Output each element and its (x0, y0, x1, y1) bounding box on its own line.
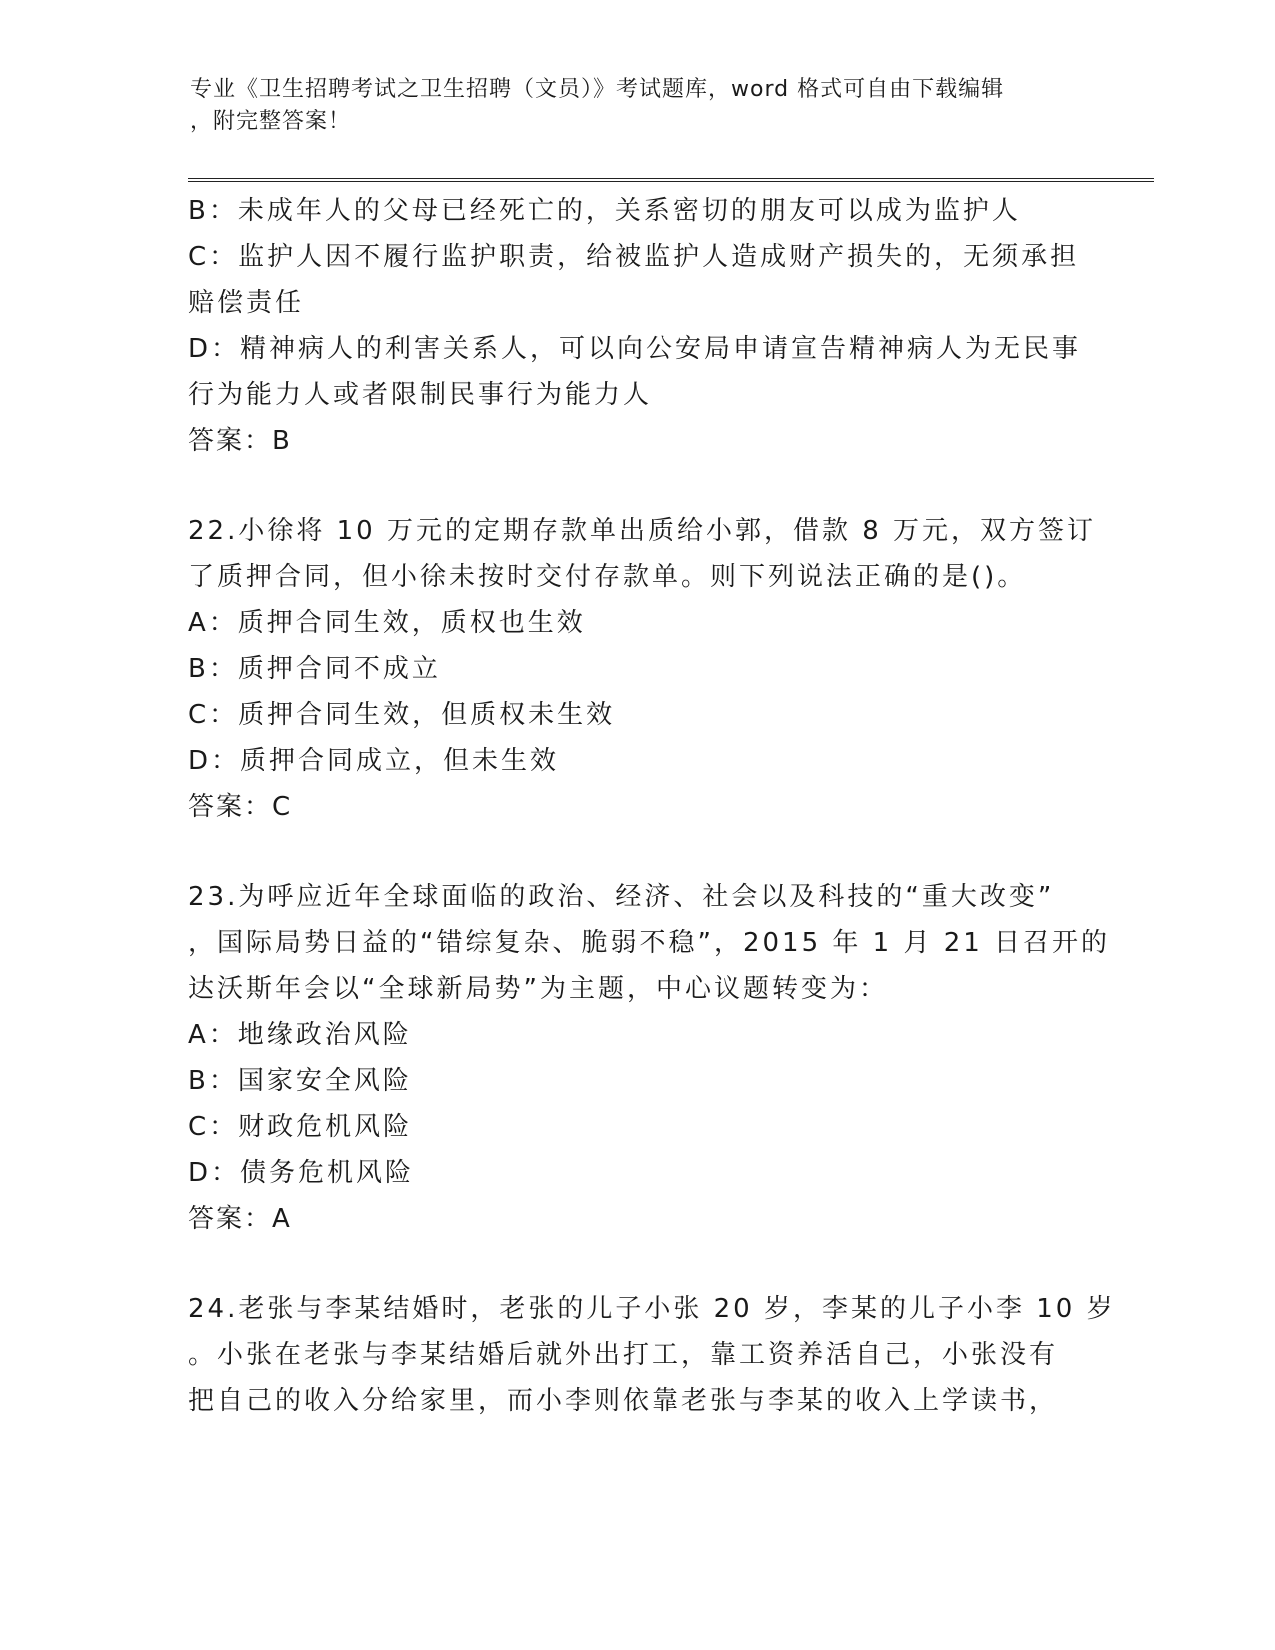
question-stem-line-2: 了质押合同，但小徐未按时交付存款单。则下列说法正确的是()。 (188, 562, 1027, 592)
option-c-line-2: 赔偿责任 (188, 288, 305, 318)
option-d: D：质押合同成立，但未生效 (188, 746, 560, 776)
question-stem-line-1: 23.为呼应近年全球面临的政治、经济、社会以及科技的“重大改变” (188, 882, 1055, 912)
answer: 答案：C (188, 792, 293, 822)
question-stem-line-3: 把自己的收入分给家里，而小李则依靠老张与李某的收入上学读书， (188, 1386, 1059, 1416)
option-b: B：未成年人的父母已经死亡的，关系密切的朋友可以成为监护人 (188, 196, 1021, 226)
option-b: B：质押合同不成立 (188, 654, 441, 684)
option-c: C：质押合同生效，但质权未生效 (188, 700, 616, 730)
header-line-1: 专业《卫生招聘考试之卫生招聘（文员）》考试题库，word 格式可自由下载编辑 (190, 77, 1005, 102)
document-body (188, 188, 1116, 1424)
question-24 (188, 1286, 1116, 1424)
option-a: A：地缘政治风险 (188, 1020, 412, 1050)
option-d-line-2: 行为能力人或者限制民事行为能力人 (188, 380, 653, 410)
option-a: A：质押合同生效，质权也生效 (188, 608, 586, 638)
question-21-tail (188, 188, 1088, 464)
header-line-2: ，附完整答案！ (190, 109, 352, 134)
question-23 (188, 874, 1111, 1242)
question-stem-line-1: 22.小徐将 10 万元的定期存款单出质给小郭，借款 8 万元，双方签订 (188, 516, 1097, 546)
option-d: D：债务危机风险 (188, 1158, 415, 1188)
header-divider (188, 178, 1154, 182)
question-stem-line-1: 24.老张与李某结婚时，老张的儿子小张 20 岁，李某的儿子小李 10 岁 (188, 1294, 1116, 1324)
option-c: C：财政危机风险 (188, 1112, 413, 1142)
option-c-line-1: C：监护人因不履行监护职责，给被监护人造成财产损失的，无须承担 (188, 242, 1080, 272)
option-d-line-1: D：精神病人的利害关系人，可以向公安局申请宣告精神病人为无民事 (188, 334, 1082, 364)
answer: 答案：A (188, 1204, 292, 1234)
question-stem-line-2: ，国际局势日益的“错综复杂、脆弱不稳”，2015 年 1 月 21 日召开的 (188, 928, 1111, 958)
page-header (190, 74, 1070, 138)
question-stem-line-3: 达沃斯年会以“全球新局势”为主题，中心议题转变为： (188, 974, 888, 1004)
answer: 答案：B (188, 426, 292, 456)
option-b: B：国家安全风险 (188, 1066, 412, 1096)
question-22 (188, 508, 1097, 830)
question-stem-line-2: 。小张在老张与李某结婚后就外出打工，靠工资养活自己，小张没有 (188, 1340, 1059, 1370)
